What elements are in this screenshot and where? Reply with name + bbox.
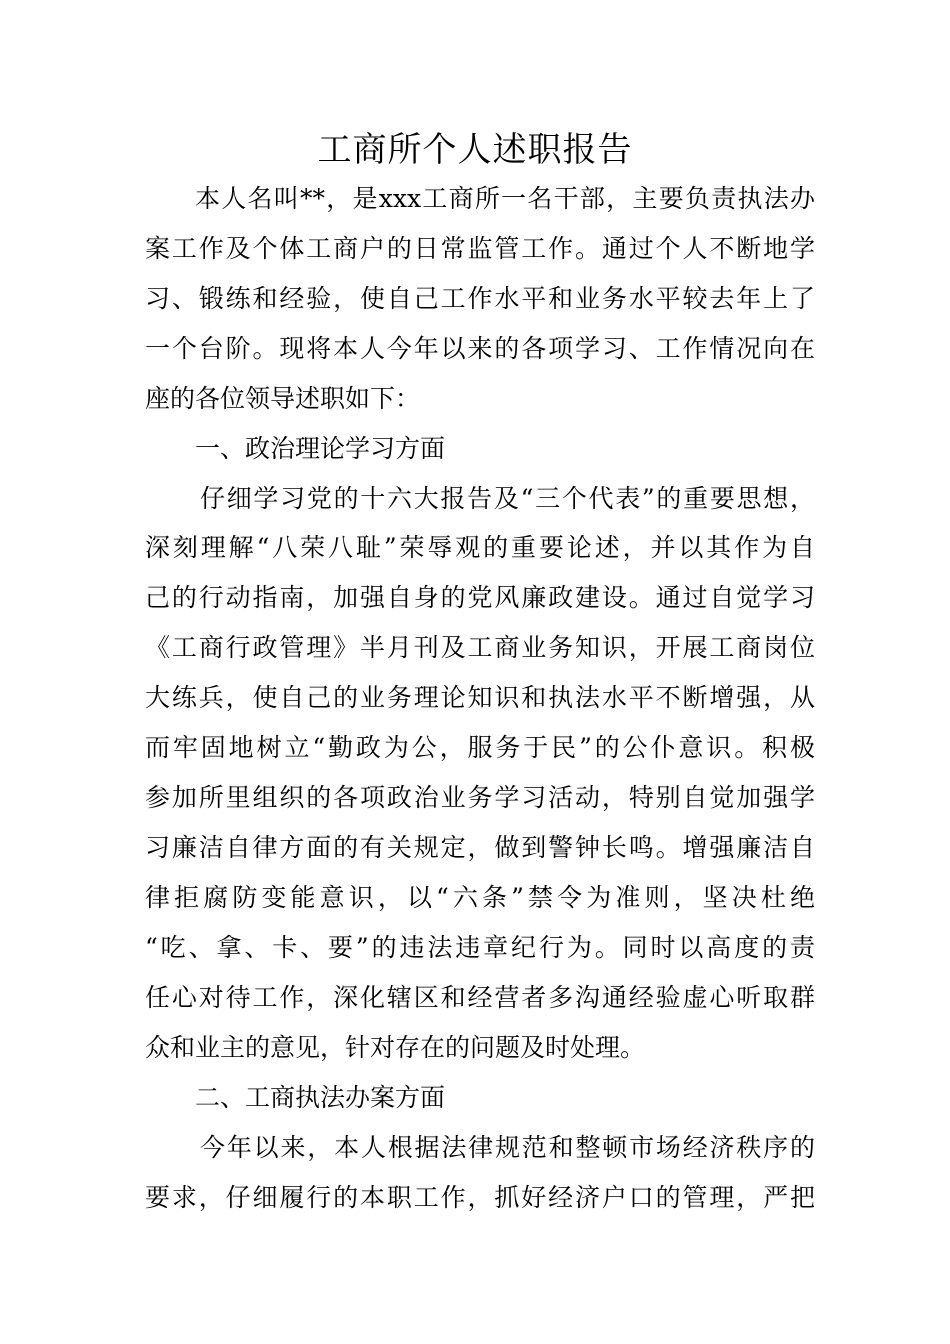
paragraph-line: 仔细学习党的十六大报告及“三个代表”的重要思想，: [200, 484, 815, 513]
paragraph-line: 今年以来，本人根据法律规范和整顿市场经济秩序的: [200, 1133, 815, 1162]
paragraph-line: “吃、拿、卡、要”的违法违章纪行为。同时以高度的责: [145, 933, 815, 962]
paragraph-line: 习廉洁自律方面的有关规定，做到警钟长鸣。增强廉洁自: [145, 833, 815, 862]
document-title: 工商所个人述职报告: [317, 130, 633, 170]
paragraph-line: 一、政治理论学习方面: [195, 434, 446, 463]
paragraph-line: 律拒腐防变能意识，以“六条”禁令为准则，坚决杜绝: [145, 883, 815, 912]
paragraph-line: 二、工商执法办案方面: [195, 1083, 446, 1112]
paragraph-line: 任心对待工作，深化辖区和经营者多沟通经验虚心听取群: [145, 983, 815, 1012]
paragraph-line: 参加所里组织的各项政治业务学习活动，特别自觉加强学: [145, 783, 815, 812]
paragraph-line: 《工商行政管理》半月刊及工商业务知识，开展工商岗位: [145, 633, 815, 662]
paragraph-line: 大练兵，使自己的业务理论知识和执法水平不断增强，从: [145, 683, 815, 712]
paragraph-line: 座的各位领导述职如下：: [145, 384, 421, 413]
paragraph-line: 案工作及个体工商户的日常监管工作。通过个人不断地学: [145, 234, 815, 263]
paragraph-line: 本人名叫**，是xxx工商所一名干部，主要负责执法办: [195, 184, 815, 213]
paragraph-line: 深刻理解“八荣八耻”荣辱观的重要论述，并以其作为自: [145, 533, 815, 562]
paragraph-line: 要求，仔细履行的本职工作，抓好经济户口的管理，严把: [145, 1183, 815, 1212]
paragraph-line: 己的行动指南，加强自身的党风廉政建设。通过自觉学习: [145, 583, 815, 612]
paragraph-line: 一个台阶。现将本人今年以来的各项学习、工作情况向在: [145, 334, 815, 363]
paragraph-line: 众和业主的意见，针对存在的问题及时处理。: [145, 1033, 646, 1062]
paragraph-line: 而牢固地树立“勤政为公，服务于民”的公仆意识。积极: [145, 733, 815, 762]
paragraph-line: 习、锻练和经验，使自己工作水平和业务水平较去年上了: [145, 284, 815, 313]
